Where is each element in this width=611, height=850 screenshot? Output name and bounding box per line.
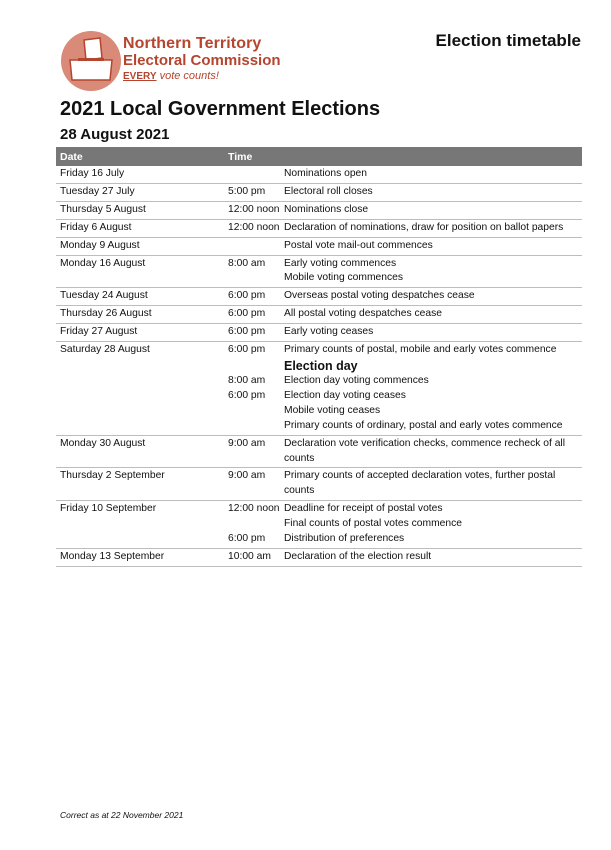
cell-date: Friday 6 August <box>60 221 132 233</box>
cell-time: 6:00 pm <box>228 344 266 356</box>
table-row-line <box>56 289 582 304</box>
cell-time <box>224 239 282 254</box>
table-row-line <box>56 325 582 340</box>
cell-date: Thursday 2 September <box>60 470 165 482</box>
cell-description: Overseas postal voting despatches cease <box>284 290 475 302</box>
cell-time <box>224 271 282 286</box>
cell-date: Tuesday 24 August <box>60 290 148 302</box>
table-row <box>56 468 582 501</box>
table-row-line <box>56 374 582 389</box>
cell-description: Election day voting ceases <box>284 389 406 401</box>
cell-time: 12:00 noon <box>228 221 280 233</box>
table-row-line <box>56 389 582 404</box>
table-row <box>56 166 582 184</box>
table-row-line <box>56 517 582 532</box>
logo-line2: Electoral Commission <box>123 52 281 69</box>
table-row-line <box>56 437 582 467</box>
cell-description: Nominations open <box>284 168 367 179</box>
cell-date: Friday 27 August <box>60 326 138 338</box>
logo-tagline-emphasis: EVERY <box>123 71 157 82</box>
table-row <box>56 306 582 324</box>
table-row-line <box>56 532 582 547</box>
table-row <box>56 501 582 549</box>
cell-description: Declaration of nominations, draw for position on ballot papers <box>284 221 564 233</box>
page-title: 2021 Local Government Elections <box>60 98 381 120</box>
table-row <box>56 436 582 469</box>
cell-date: Monday 13 September <box>60 550 165 562</box>
table-row-line <box>56 271 582 286</box>
cell-time <box>224 517 282 532</box>
cell-date <box>56 374 224 389</box>
logo-line1: Northern Territory <box>123 35 262 52</box>
cell-date: Thursday 5 August <box>60 203 146 215</box>
cell-date: Friday 16 July <box>60 168 125 179</box>
table-row-line <box>56 419 582 434</box>
column-header-date: Date <box>60 150 83 163</box>
cell-description: Declaration of the election result <box>284 550 432 562</box>
cell-time <box>224 419 282 434</box>
table-row <box>56 549 582 567</box>
logo-tagline-rest: vote counts! <box>156 70 219 82</box>
footer-note: Correct as at 22 November 2021 <box>60 810 184 820</box>
table-row <box>56 202 582 220</box>
cell-date <box>56 517 224 532</box>
cell-date <box>56 532 224 547</box>
cell-description: Nominations close <box>284 203 369 215</box>
section-heading: Election day <box>284 358 358 373</box>
cell-time: 12:00 noon <box>228 503 280 515</box>
cell-time: 10:00 am <box>228 550 271 562</box>
cell-time <box>224 167 282 182</box>
table-row <box>56 342 582 436</box>
cell-time: 8:00 am <box>228 257 266 269</box>
cell-date: Friday 10 September <box>60 503 157 515</box>
cell-description: Primary counts of postal, mobile and early votes commence <box>284 344 557 356</box>
cell-date: Thursday 26 August <box>60 308 152 320</box>
cell-description: Election day voting commences <box>284 374 429 386</box>
cell-description: Early voting ceases <box>284 326 374 338</box>
table-row-line <box>56 203 582 218</box>
ballot-box-icon <box>60 30 122 92</box>
cell-date <box>56 271 224 286</box>
cell-description: Distribution of preferences <box>284 533 405 545</box>
cell-time: 9:00 am <box>228 437 266 449</box>
table-row-line <box>56 239 582 254</box>
page-subtitle: 28 August 2021 <box>60 126 170 143</box>
cell-time: 8:00 am <box>228 374 266 386</box>
cell-date <box>56 389 224 404</box>
cell-date: Monday 30 August <box>60 437 146 449</box>
table-row <box>56 324 582 342</box>
cell-date <box>56 419 224 434</box>
table-row-line <box>56 167 582 182</box>
table-row-line <box>56 550 582 565</box>
table-row-line <box>56 404 582 419</box>
cell-time: 6:00 pm <box>228 389 266 401</box>
cell-time: 6:00 pm <box>228 326 266 338</box>
logo-tagline <box>123 71 281 82</box>
table-row-line <box>56 469 582 499</box>
cell-description: Primary counts of accepted declaration votes, further postal counts <box>284 470 556 497</box>
table-row-line <box>56 358 582 374</box>
table-row <box>56 288 582 306</box>
table-row <box>56 256 582 289</box>
cell-time: 9:00 am <box>228 470 266 482</box>
cell-description: Mobile voting commences <box>284 272 404 284</box>
document-type: Election timetable <box>435 31 581 50</box>
cell-time <box>224 358 282 374</box>
cell-date <box>56 404 224 419</box>
table-header <box>56 147 582 166</box>
cell-description: All postal voting despatches cease <box>284 308 442 320</box>
table-row-line <box>56 343 582 358</box>
table-row <box>56 238 582 256</box>
cell-description: Primary counts of ordinary, postal and early votes commence <box>284 419 563 431</box>
table-row-line <box>56 307 582 322</box>
cell-description: Electoral roll closes <box>284 185 373 197</box>
cell-description: Final counts of postal votes commence <box>284 518 462 530</box>
table-row-line <box>56 502 582 517</box>
timetable <box>56 147 582 567</box>
cell-description: Mobile voting ceases <box>284 404 381 416</box>
table-row-line <box>56 257 582 272</box>
table-row <box>56 184 582 202</box>
cell-time: 6:00 pm <box>228 533 266 545</box>
cell-time <box>224 404 282 419</box>
cell-description: Declaration vote verification checks, commence recheck of all counts <box>284 437 565 464</box>
table-row-line <box>56 185 582 200</box>
table-body <box>56 166 582 567</box>
cell-date: Tuesday 27 July <box>60 185 135 197</box>
cell-description: Postal vote mail-out commences <box>284 239 433 251</box>
cell-time: 12:00 noon <box>228 203 280 215</box>
cell-description: Early voting commences <box>284 257 397 269</box>
cell-time: 6:00 pm <box>228 308 266 320</box>
cell-time: 5:00 pm <box>228 185 266 197</box>
ntec-logo <box>60 30 300 92</box>
cell-date: Monday 16 August <box>60 257 146 269</box>
cell-description: Deadline for receipt of postal votes <box>284 503 443 515</box>
cell-date <box>56 358 224 374</box>
column-header-time: Time <box>228 150 253 163</box>
cell-date: Saturday 28 August <box>60 344 150 356</box>
table-row <box>56 220 582 238</box>
cell-time: 6:00 pm <box>228 290 266 302</box>
table-row-line <box>56 221 582 236</box>
cell-date: Monday 9 August <box>60 239 140 251</box>
